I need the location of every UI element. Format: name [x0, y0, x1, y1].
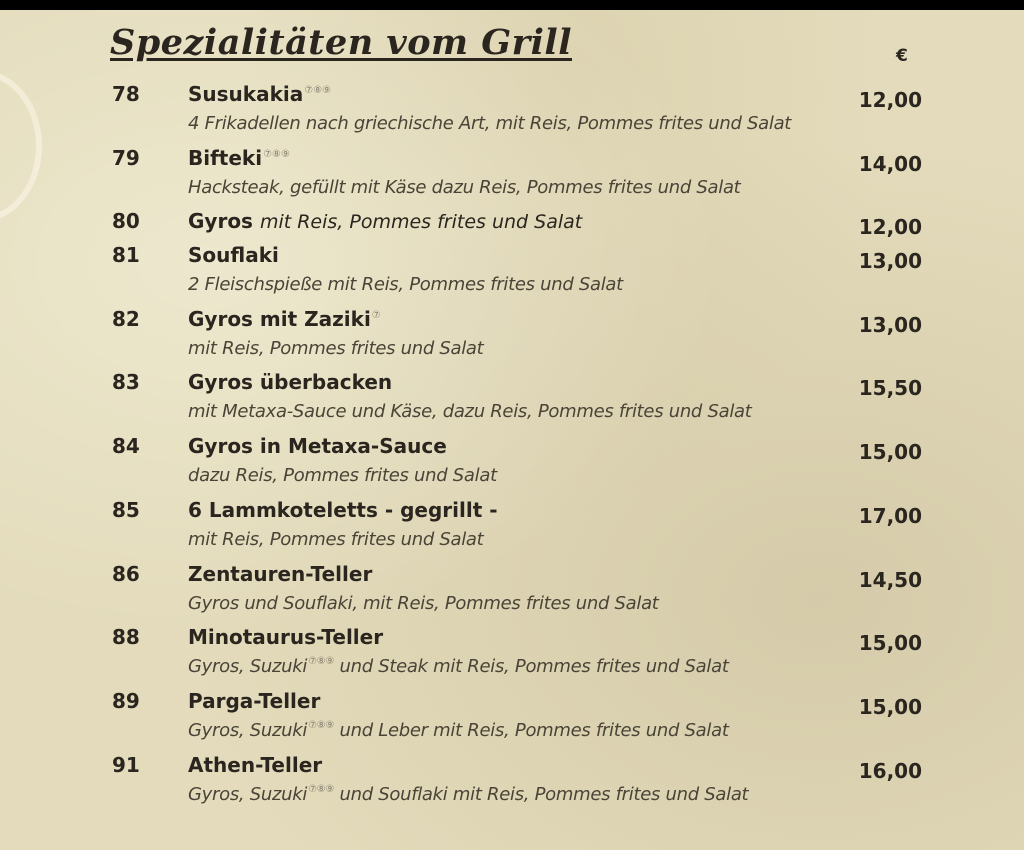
item-number: 83 [112, 370, 140, 394]
item-description: mit Reis, Pommes frites und Salat [188, 338, 484, 359]
item-description: Hacksteak, gefüllt mit Käse dazu Reis, Pommes frites und Salat [188, 177, 741, 198]
item-price: 15,00 [858, 695, 922, 719]
item-price: 17,00 [858, 504, 922, 528]
item-name-detail: mit Reis, Pommes frites und Salat [259, 211, 583, 233]
item-number: 91 [112, 753, 140, 777]
page-title: Spezialitäten vom Grill [110, 22, 572, 63]
item-description: Gyros, Suzuki⑦⑧⑨ und Leber mit Reis, Pommes frites und Salat [188, 720, 729, 741]
item-number: 82 [112, 307, 140, 331]
item-name: Zentauren-Teller [188, 562, 373, 586]
item-number: 88 [112, 625, 140, 649]
item-price: 13,00 [858, 313, 922, 337]
item-name: Susukakia⑦⑧⑨ [188, 82, 332, 106]
item-price: 12,00 [858, 88, 922, 112]
item-name: Bifteki⑦⑧⑨ [188, 146, 290, 170]
item-name: Gyros in Metaxa-Sauce [188, 434, 447, 458]
item-name: Souflaki [188, 243, 279, 267]
item-price: 15,00 [858, 631, 922, 655]
item-description: mit Reis, Pommes frites und Salat [188, 529, 484, 550]
item-price: 15,50 [858, 376, 922, 400]
allergen-marks: ⑦⑧⑨ [263, 149, 290, 160]
item-price: 12,00 [858, 215, 922, 239]
item-number: 80 [112, 209, 140, 233]
item-number: 85 [112, 498, 140, 522]
item-number: 89 [112, 689, 140, 713]
item-name: Gyros mit Zaziki⑦ [188, 307, 381, 331]
decorative-ring [0, 70, 42, 222]
item-description: mit Metaxa-Sauce und Käse, dazu Reis, Pommes frites und Salat [188, 401, 752, 422]
item-description: 2 Fleischspieße mit Reis, Pommes frites und Salat [188, 274, 623, 295]
item-name: Athen-Teller [188, 753, 323, 777]
item-number: 79 [112, 146, 140, 170]
allergen-marks: ⑦⑧⑨ [308, 656, 335, 667]
item-description: Gyros und Souflaki, mit Reis, Pommes frites und Salat [188, 593, 659, 614]
item-description: dazu Reis, Pommes frites und Salat [188, 465, 497, 486]
item-description: Gyros, Suzuki⑦⑧⑨ und Steak mit Reis, Pommes frites und Salat [188, 656, 729, 677]
item-number: 86 [112, 562, 140, 586]
item-price: 16,00 [858, 759, 922, 783]
item-price: 13,00 [858, 249, 922, 273]
item-description: Gyros, Suzuki⑦⑧⑨ und Souflaki mit Reis, Pommes frites und Salat [188, 784, 749, 805]
allergen-marks: ⑦⑧⑨ [304, 85, 332, 96]
allergen-marks: ⑦ [371, 310, 381, 321]
item-number: 78 [112, 82, 140, 106]
item-price: 15,00 [858, 440, 922, 464]
allergen-marks: ⑦⑧⑨ [308, 720, 335, 731]
currency-header: € [896, 46, 908, 66]
item-number: 84 [112, 434, 140, 458]
item-price: 14,00 [858, 152, 922, 176]
item-name: 6 Lammkoteletts - gegrillt - [188, 498, 498, 522]
top-bar [0, 0, 1024, 10]
item-name: Gyros überbacken [188, 370, 393, 394]
item-name: Parga-Teller [188, 689, 321, 713]
allergen-marks: ⑦⑧⑨ [308, 784, 335, 795]
item-description: 4 Frikadellen nach griechische Art, mit Reis, Pommes frites und Salat [188, 113, 792, 134]
item-name: Minotaurus-Teller [188, 625, 384, 649]
item-price: 14,50 [858, 568, 922, 592]
item-name: Gyros mit Reis, Pommes frites und Salat [188, 209, 583, 233]
item-number: 81 [112, 243, 140, 267]
